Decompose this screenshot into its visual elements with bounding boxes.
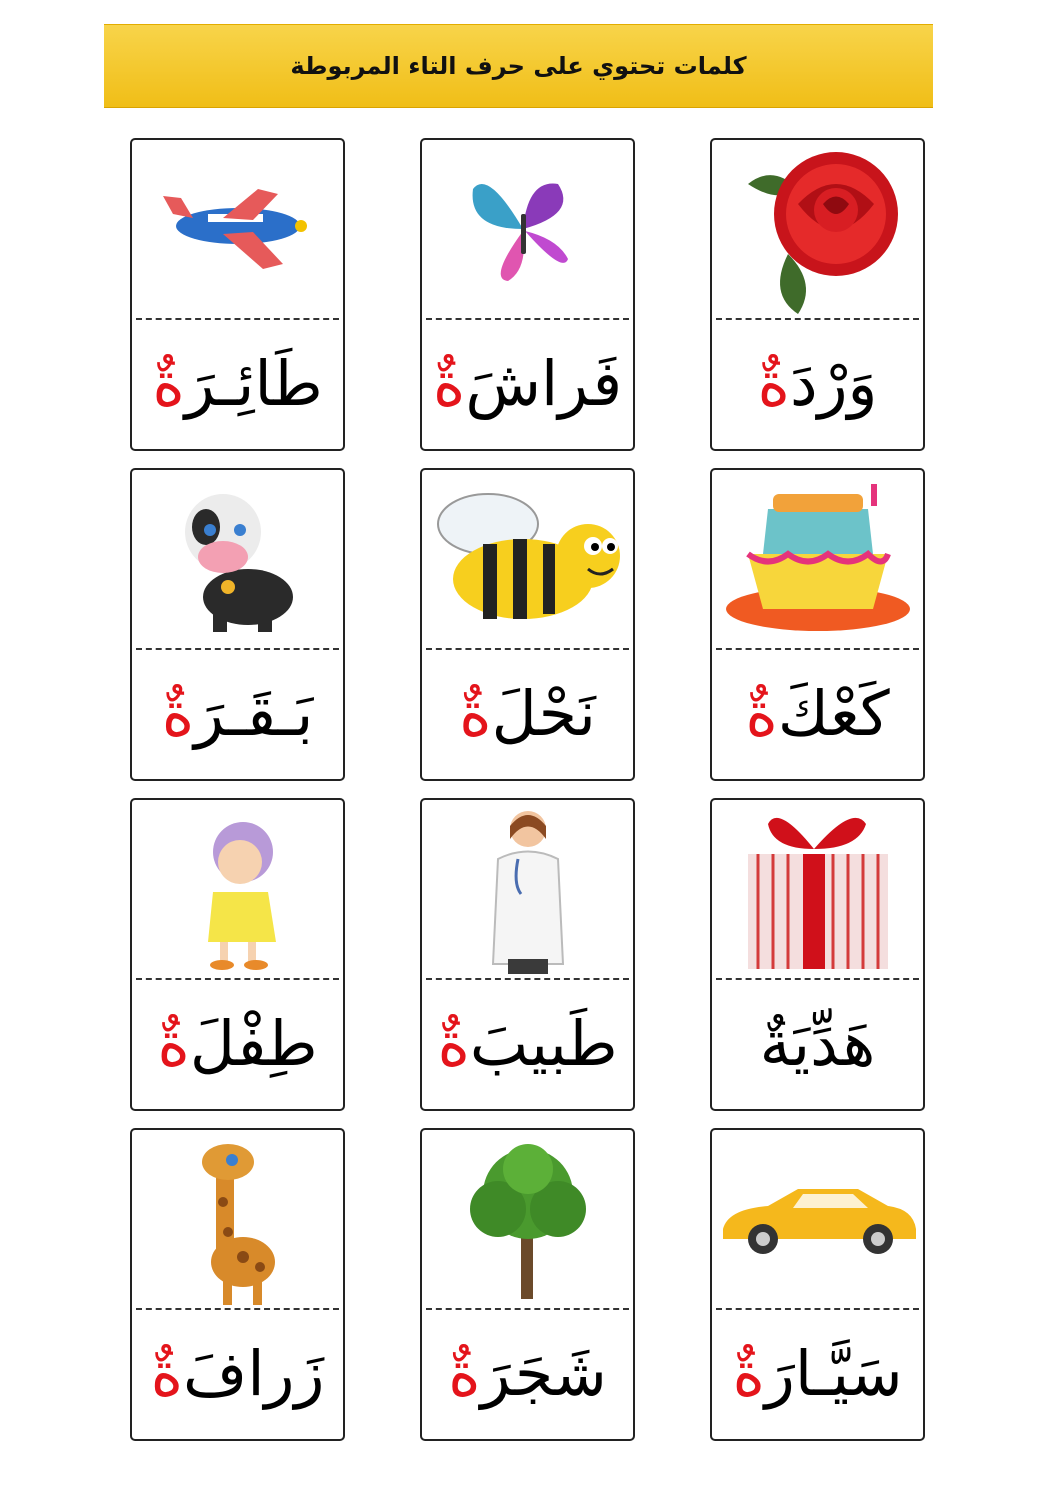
- card-word: زَرافَ ةٌ: [150, 1337, 325, 1410]
- giraffe-icon: [132, 1130, 343, 1308]
- card-word: شَجَرَ ةٌ: [448, 1337, 607, 1410]
- word-card-car: [710, 1128, 925, 1441]
- cake-icon: [712, 470, 923, 648]
- word-card-rose: [710, 138, 925, 451]
- word-card-bee: [420, 468, 635, 781]
- card-word: سَيَّـارَ ةٌ: [732, 1337, 903, 1410]
- card-word: طَبيبَ ةٌ: [437, 1007, 618, 1080]
- card-word: طِفْلَ ةٌ: [157, 1007, 318, 1080]
- word-card-girl: [130, 798, 345, 1111]
- word-card-butterfly: [420, 138, 635, 451]
- doctor-icon: [422, 800, 633, 978]
- card-word: بَـقَـرَ ةٌ: [161, 677, 314, 750]
- word-card-tree: [420, 1128, 635, 1441]
- card-divider: [426, 978, 629, 980]
- girl-icon: [132, 800, 343, 978]
- cow-icon: [132, 470, 343, 648]
- word-card-airplane: [130, 138, 345, 451]
- card-word: هَدِّيَةٌ: [759, 1007, 876, 1080]
- card-word: نَحْلَ ةٌ: [459, 677, 596, 750]
- card-divider: [716, 318, 919, 320]
- word-card-giraffe: [130, 1128, 345, 1441]
- card-divider: [136, 648, 339, 650]
- card-word: وَرْدَ ةٌ: [757, 347, 878, 420]
- card-divider: [136, 978, 339, 980]
- card-divider: [426, 1308, 629, 1310]
- card-word: طَائِـرَ ةٌ: [152, 347, 323, 420]
- card-divider: [716, 648, 919, 650]
- card-divider: [136, 318, 339, 320]
- tree-icon: [422, 1130, 633, 1308]
- airplane-icon: [132, 140, 343, 318]
- word-card-gift: [710, 798, 925, 1111]
- card-divider: [716, 1308, 919, 1310]
- butterfly-icon: [422, 140, 633, 318]
- card-divider: [716, 978, 919, 980]
- page-title: كلمات تحتوي على حرف التاء المربوطة: [290, 52, 747, 80]
- card-word: كَعْكَ ةٌ: [745, 677, 890, 750]
- card-divider: [136, 1308, 339, 1310]
- rose-icon: [712, 140, 923, 318]
- title-banner: [104, 24, 933, 108]
- gift-icon: [712, 800, 923, 978]
- car-icon: [712, 1130, 923, 1308]
- word-card-cake: [710, 468, 925, 781]
- card-divider: [426, 648, 629, 650]
- word-card-doctor: [420, 798, 635, 1111]
- bee-icon: [422, 470, 633, 648]
- card-word: فَراشَ ةٌ: [432, 347, 623, 420]
- card-divider: [426, 318, 629, 320]
- word-card-cow: [130, 468, 345, 781]
